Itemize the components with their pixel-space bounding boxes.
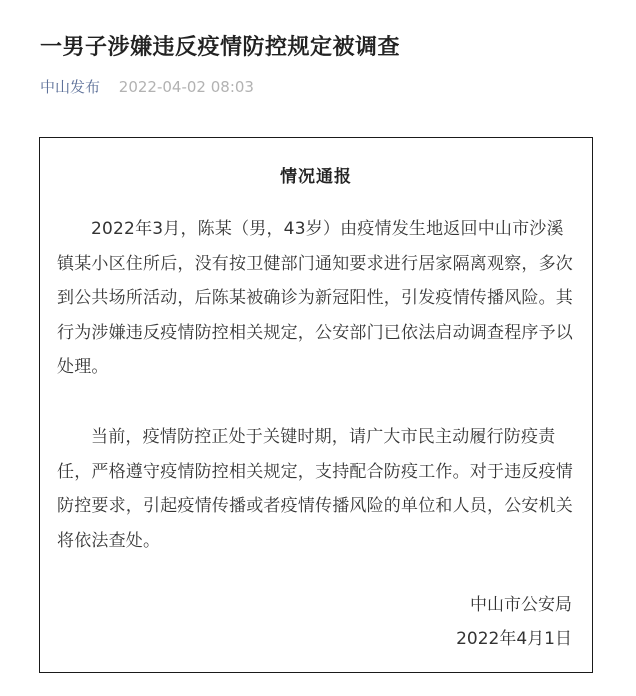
- notice-image: [39, 137, 593, 673]
- signature-organization: 中山市公安局: [470, 595, 572, 615]
- article-title: 一男子涉嫌违反疫情防控规定被调查: [40, 35, 401, 60]
- article-meta: [40, 76, 254, 97]
- notice-paragraph: 当前，疫情防控正处于关键时期，请广大市民主动履行防疫责任，严格遵守疫情防控相关规定，支持配合防疫工作。对于违反疫情防控要求，引起疫情传播或者疫情传播风险的单位和人员，公安机关将依法查处。: [57, 427, 573, 551]
- source-account-link[interactable]: 中山发布: [40, 78, 101, 96]
- publish-timestamp: 2022-04-02 08:03: [118, 78, 254, 96]
- notice-paragraph: 2022年3月，陈某（男，43岁）由疫情发生地返回中山市沙溪镇某小区住所后，没有按卫健部门通知要求进行居家隔离观察，多次到公共场所活动，后陈某被确诊为新冠阳性，引发疫情传播风险。其行为涉嫌违反疫情防控相关规定，公安部门已依法启动调查程序予以处理。: [57, 219, 573, 377]
- signature-date: 2022年4月1日: [456, 629, 572, 649]
- notice-heading: 情况通报: [280, 167, 352, 187]
